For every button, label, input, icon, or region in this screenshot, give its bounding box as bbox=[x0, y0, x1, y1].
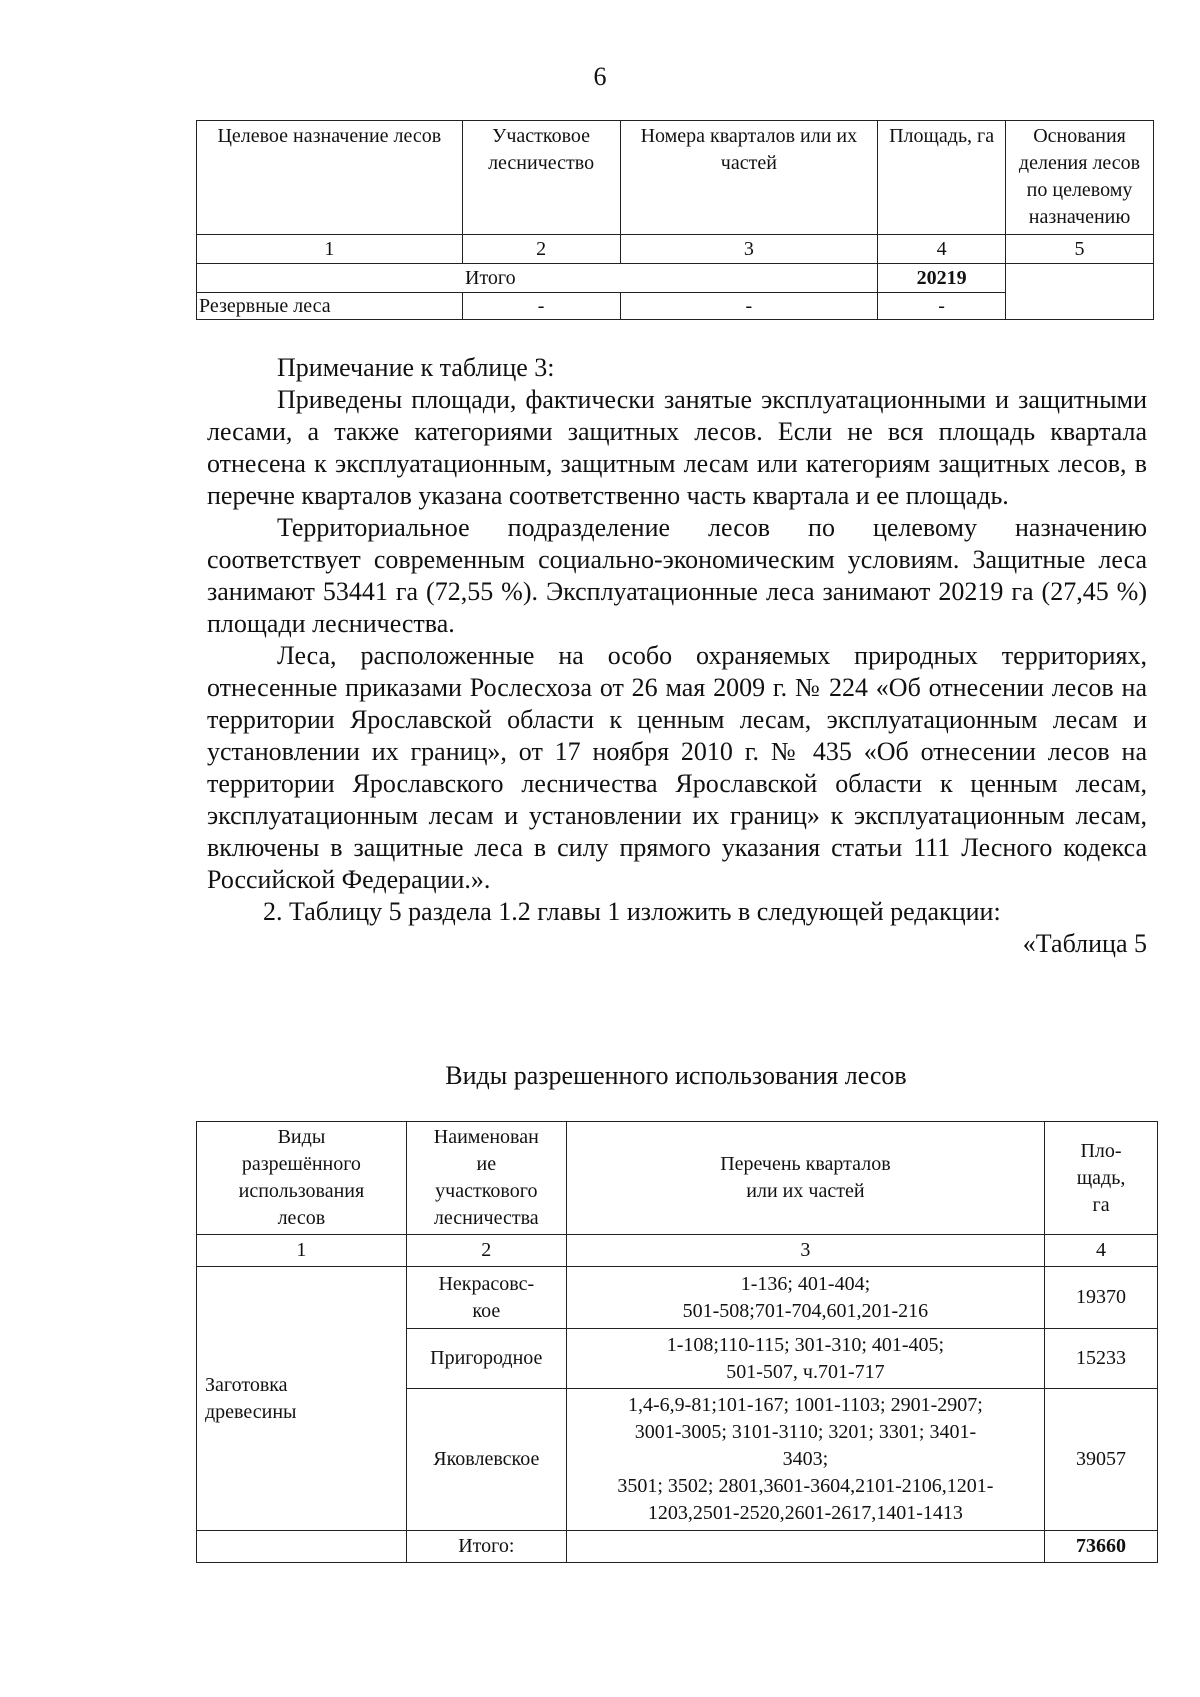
table5-col-num: 4 bbox=[1045, 1235, 1158, 1267]
quarters-line: 1203,2501-2520,2601-2617,1401-1413 bbox=[647, 1502, 963, 1524]
quarters-line: 3001-3005; 3101-3110; 3201; 3301; 3401- bbox=[634, 1421, 977, 1443]
header-line: га bbox=[1092, 1193, 1110, 1216]
table3-reserve-area: - bbox=[878, 293, 1006, 320]
header-line: Пло- bbox=[1080, 1139, 1122, 1162]
header-line: или их частей bbox=[746, 1180, 865, 1202]
quarters-line: 1-136; 401-404; bbox=[740, 1272, 871, 1295]
table3-col-num: 1 bbox=[197, 235, 463, 264]
table3-total-area: 20219 bbox=[878, 264, 1006, 293]
table5-row-nekrasovskoe bbox=[197, 1267, 1158, 1329]
table5-quarters bbox=[566, 1389, 1044, 1531]
note-paragraph-3: Леса, расположенные на особо охраняемых природных территориях, отнесенные приказами Рослесхоза от 26 мая 2009 г. № 224 «Об отнесении лесов на территории Ярославской области к ценным лесам, эксплуатационным лесам и установлении их границ», от 17 ноября 2010 г. № 435 «Об отнесении лесов на территории Ярославского лесничества Ярославской области к ценным лесам, эксплуатационным лесам и установлении их границ» к эксплуатационным лесам, включены в защитные леса в силу прямого указания статьи 111 Лесного кодекса Российской Федерации.». bbox=[207, 641, 1147, 894]
header-line: лесов bbox=[277, 1207, 326, 1229]
table3-header-row bbox=[197, 121, 1154, 235]
table3-reserve-purpose: Резервные леса bbox=[197, 293, 463, 320]
table3-header-forestry: Участковое лесничество bbox=[462, 121, 620, 235]
table3-total-label: Итого bbox=[197, 264, 878, 293]
quarters-line: 1-108;110-115; 301-310; 401-405; bbox=[666, 1333, 945, 1356]
forestry-line: кое bbox=[472, 1299, 501, 1322]
table5-col-num: 1 bbox=[197, 1235, 407, 1267]
table3-header-area: Площадь, га bbox=[878, 121, 1006, 235]
use-type-line: Заготовка bbox=[205, 1373, 288, 1396]
table5-quarters bbox=[566, 1329, 1044, 1389]
table5-area: 15233 bbox=[1045, 1329, 1158, 1389]
table5-area: 19370 bbox=[1045, 1267, 1158, 1329]
amendment-item-2: 2. Таблицу 5 раздела 1.2 главы 1 изложить в следующей редакции: bbox=[263, 897, 1001, 926]
table3-reserve-forestry: - bbox=[462, 293, 620, 320]
table5-header-use-type bbox=[197, 1122, 407, 1235]
table3-col-num: 3 bbox=[620, 235, 878, 264]
table3-continued bbox=[196, 120, 1154, 320]
header-line: Перечень кварталов bbox=[720, 1153, 891, 1175]
header-line: щадь, bbox=[1076, 1166, 1126, 1189]
note-paragraph-1: Приведены площади, фактически занятые эксплуатационными и защитными лесами, а также категориями защитных лесов. Если не вся площадь квартала отнесена к эксплуатационным, защитным лесам или категориям защитных лесов, в перечне кварталов указана соответственно часть квартала и ее площадь. bbox=[207, 385, 1147, 510]
quarters-line: 3403; bbox=[782, 1448, 829, 1470]
header-line: ие bbox=[476, 1153, 497, 1175]
table5-col-num: 2 bbox=[406, 1235, 566, 1267]
note-paragraph-2: Территориальное подразделение лесов по целевому назначению соответствует современным социально-экономическим условиям. Защитные леса занимают 53441 га (72,55 %). Эксплуатационные леса занимают 20219 га (27,45 %) площади лесничества. bbox=[207, 513, 1147, 638]
table5-reference: «Таблица 5 bbox=[1022, 929, 1147, 958]
quarters-line: 501-507, ч.701-717 bbox=[726, 1360, 885, 1383]
table3-header-quarters: Номера кварталов или их частей bbox=[620, 121, 878, 235]
table5-title: Виды разрешенного использования лесов bbox=[445, 1061, 907, 1090]
table5-col-numbers bbox=[197, 1235, 1158, 1267]
table5-col-num: 3 bbox=[566, 1235, 1044, 1267]
note-heading: Примечание к таблице 3: bbox=[277, 353, 555, 382]
table5-forestry-name: Пригородное bbox=[406, 1329, 566, 1389]
table5-total-area: 73660 bbox=[1045, 1531, 1158, 1563]
table5-area: 39057 bbox=[1045, 1389, 1158, 1531]
quarters-line: 3501; 3502; 2801,3601-3604,2101-2106,1201- bbox=[617, 1475, 994, 1497]
table3-header-basis: Основания деления лесов по целевому назначению bbox=[1006, 121, 1154, 235]
header-line: Виды bbox=[277, 1126, 326, 1148]
table5-forestry-name: Яковлевское bbox=[406, 1389, 566, 1531]
table3-header-purpose: Целевое назначение лесов bbox=[197, 121, 463, 235]
table5-header-quarters bbox=[566, 1122, 1044, 1235]
table5-forestry-name bbox=[406, 1267, 566, 1329]
table3-col-num: 5 bbox=[1006, 235, 1154, 264]
quarters-line: 501-508;701-704,601,201-216 bbox=[682, 1299, 929, 1322]
use-type-line: древесины bbox=[205, 1400, 297, 1423]
header-line: использования bbox=[238, 1180, 365, 1202]
table5 bbox=[196, 1121, 1158, 1563]
table3-col-num: 2 bbox=[462, 235, 620, 264]
table3-reserve-quarters: - bbox=[620, 293, 878, 320]
table3-notes bbox=[207, 352, 1147, 960]
quarters-line: 1,4-6,9-81;101-167; 1001-1103; 2901-2907; bbox=[628, 1394, 983, 1416]
table5-total-quarters-empty bbox=[566, 1531, 1044, 1563]
table3-col-numbers bbox=[197, 235, 1154, 264]
table5-total-empty bbox=[197, 1531, 407, 1563]
table5-total-label: Итого: bbox=[406, 1531, 566, 1563]
table5-header-row bbox=[197, 1122, 1158, 1235]
header-line: участкового bbox=[435, 1180, 538, 1202]
header-line: разрешённого bbox=[241, 1153, 361, 1175]
table5-header-area bbox=[1045, 1122, 1158, 1235]
table5-use-type bbox=[197, 1267, 407, 1531]
table5-quarters bbox=[566, 1267, 1044, 1329]
table3-basis-empty bbox=[1006, 264, 1154, 320]
header-line: лесничества bbox=[433, 1207, 539, 1229]
table3-total-row bbox=[197, 264, 1154, 293]
table5-header-forestry bbox=[406, 1122, 566, 1235]
header-line: Наименован bbox=[433, 1126, 539, 1148]
forestry-line: Некрасовс- bbox=[438, 1272, 535, 1295]
table5-total-row bbox=[197, 1531, 1158, 1563]
page-number: 6 bbox=[593, 62, 607, 91]
table3-col-num: 4 bbox=[878, 235, 1006, 264]
